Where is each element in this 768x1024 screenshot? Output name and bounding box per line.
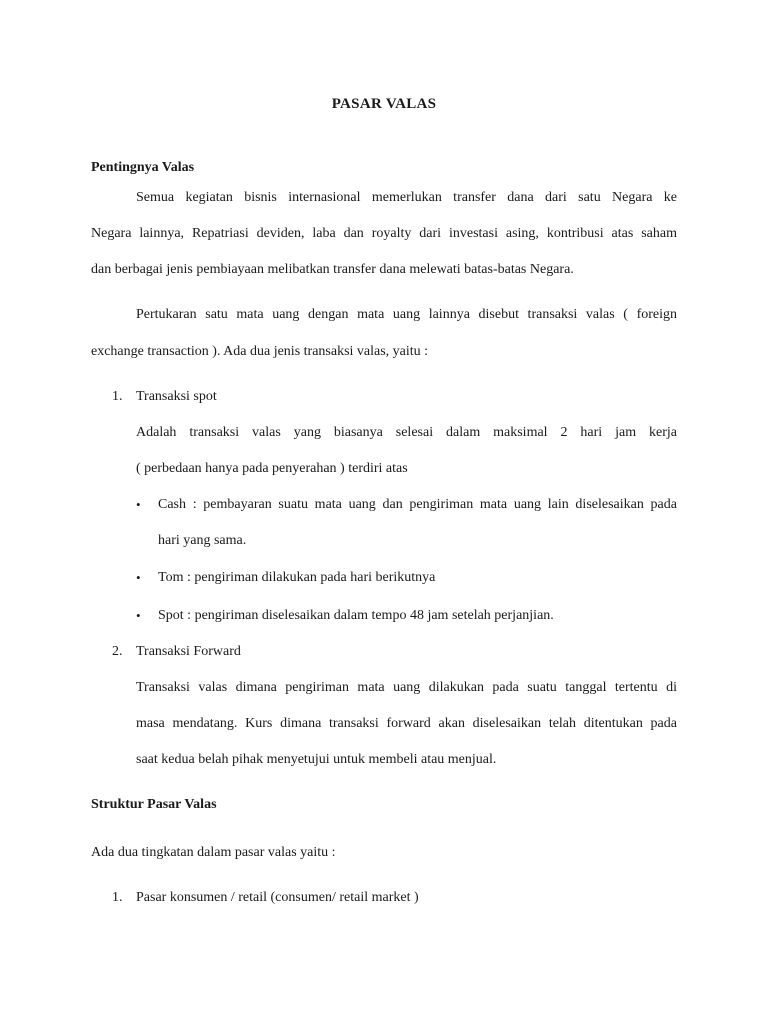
- bullet-icon: •: [136, 608, 141, 623]
- list-number-3: 1.: [112, 890, 123, 905]
- list-item-pasar-konsumen: Pasar konsumen / retail (consumen/ retail market ): [136, 890, 419, 905]
- forward-description-line-2: masa mendatang. Kurs dimana transaksi forward akan diselesaikan telah ditentukan pada: [136, 716, 677, 731]
- bullet-icon: •: [136, 497, 141, 512]
- bullet-tom: Tom : pengiriman dilakukan pada hari berikutnya: [158, 570, 436, 585]
- section-heading-struktur-pasar-valas: Struktur Pasar Valas: [91, 797, 217, 812]
- bullet-cash-line-2: hari yang sama.: [158, 533, 247, 548]
- paragraph-2-line-1: Pertukaran satu mata uang dengan mata uang lainnya disebut transaksi valas ( foreign: [136, 307, 677, 322]
- paragraph-2-line-2: exchange transaction ). Ada dua jenis transaksi valas, yaitu :: [91, 344, 429, 359]
- paragraph-1-line-3: dan berbagai jenis pembiayaan melibatkan transfer dana melewati batas-batas Negara.: [91, 262, 574, 277]
- list-item-transaksi-spot: Transaksi spot: [136, 389, 217, 404]
- bullet-icon: •: [136, 570, 141, 585]
- list-item-transaksi-forward: Transaksi Forward: [136, 644, 241, 659]
- forward-description-line-1: Transaksi valas dimana pengiriman mata uang dilakukan pada suatu tanggal tertentu di: [136, 680, 677, 695]
- spot-description-line-1: Adalah transaksi valas yang biasanya selesai dalam maksimal 2 hari jam kerja: [136, 425, 677, 440]
- list-number-2: 2.: [112, 644, 123, 659]
- section-heading-pentingnya-valas: Pentingnya Valas: [91, 160, 195, 175]
- spot-description-line-2: ( perbedaan hanya pada penyerahan ) terdiri atas: [136, 461, 408, 476]
- bullet-spot: Spot : pengiriman diselesaikan dalam tempo 48 jam setelah perjanjian.: [158, 608, 554, 623]
- paragraph-3: Ada dua tingkatan dalam pasar valas yaitu :: [91, 845, 336, 860]
- paragraph-1-line-1: Semua kegiatan bisnis internasional memerlukan transfer dana dari satu Negara ke: [136, 190, 677, 205]
- paragraph-1-line-2: Negara lainnya, Repatriasi deviden, laba dan royalty dari investasi asing, kontribusi atas saham: [91, 226, 677, 241]
- list-number-1: 1.: [112, 389, 123, 404]
- bullet-cash-line-1: Cash : pembayaran suatu mata uang dan pengiriman mata uang lain diselesaikan pada: [158, 497, 677, 512]
- forward-description-line-3: saat kedua belah pihak menyetujui untuk membeli atau menjual.: [136, 752, 497, 767]
- document-title: PASAR VALAS: [331, 96, 437, 112]
